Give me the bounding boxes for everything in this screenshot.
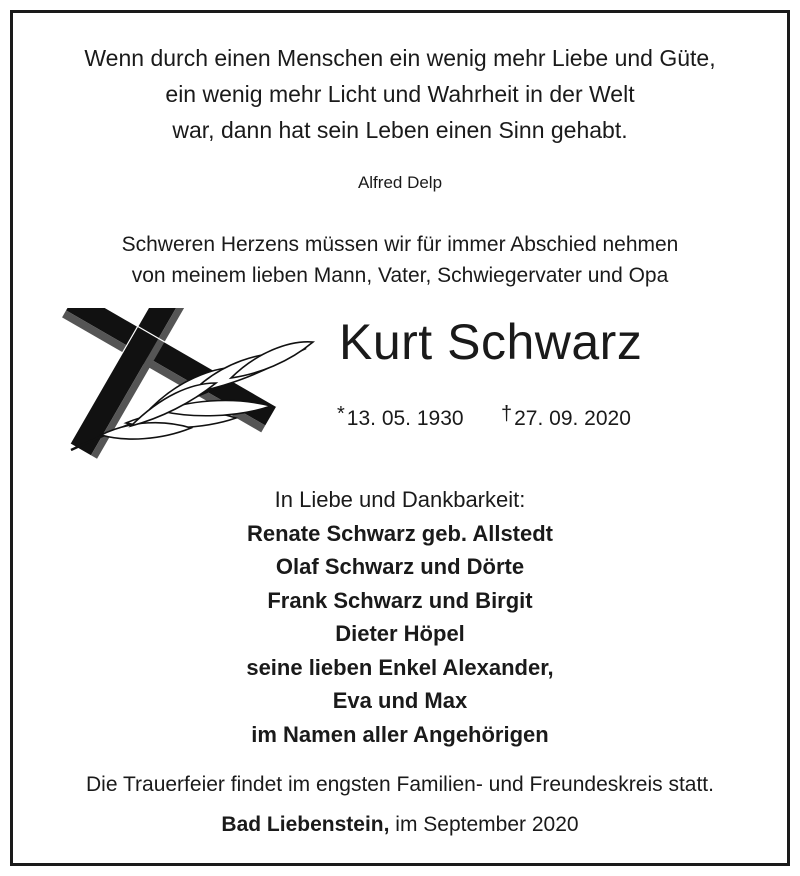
quote bbox=[13, 40, 787, 148]
birth-date: 13. 05. 1930 bbox=[346, 407, 464, 430]
obituary-card bbox=[10, 10, 790, 866]
intro-line: Schweren Herzens müssen wir für immer Abschied nehmen bbox=[121, 233, 679, 256]
closing-date: im September 2020 bbox=[389, 813, 579, 836]
quote-line: Wenn durch einen Menschen ein wenig mehr Liebe und Güte, bbox=[84, 45, 716, 71]
mourner-name: Olaf Schwarz und Dörte bbox=[275, 554, 525, 579]
deceased-name: Kurt Schwarz bbox=[339, 314, 643, 370]
mourner-name: im Namen aller Angehörigen bbox=[251, 721, 549, 747]
quote-author: Alfred Delp bbox=[357, 173, 443, 192]
farewell-intro bbox=[13, 229, 787, 291]
intro-line: von meinem lieben Mann, Vater, Schwiegervater und Opa bbox=[131, 264, 669, 287]
mourner-name: Frank Schwarz und Birgit bbox=[267, 587, 533, 613]
place: Bad Liebenstein, bbox=[221, 813, 390, 836]
mourner-name: seine lieben Enkel Alexander, bbox=[246, 654, 554, 680]
death-date-group bbox=[501, 403, 631, 431]
mourner-name: Dieter Höpel bbox=[335, 621, 465, 646]
mourner-name: Renate Schwarz geb. Allstedt bbox=[246, 520, 554, 546]
birth-date-group bbox=[337, 403, 464, 431]
mourners bbox=[13, 483, 787, 751]
cross-icon bbox=[31, 308, 304, 468]
death-date: 27. 09. 2020 bbox=[514, 407, 631, 430]
mourner-name: Eva und Max bbox=[332, 688, 468, 713]
birth-symbol: * bbox=[337, 403, 345, 425]
death-symbol: † bbox=[501, 403, 513, 425]
place-date bbox=[13, 813, 787, 837]
mourners-intro: In Liebe und Dankbarkeit: bbox=[274, 487, 526, 512]
ceremony-note: Die Trauerfeier findet im engsten Familien- und Freundeskreis statt. bbox=[86, 773, 714, 796]
quote-line: ein wenig mehr Licht und Wahrheit in der Welt bbox=[165, 81, 635, 107]
quote-line: war, dann hat sein Leben einen Sinn gehabt. bbox=[172, 117, 628, 143]
cross-branch-illustration bbox=[31, 308, 321, 468]
